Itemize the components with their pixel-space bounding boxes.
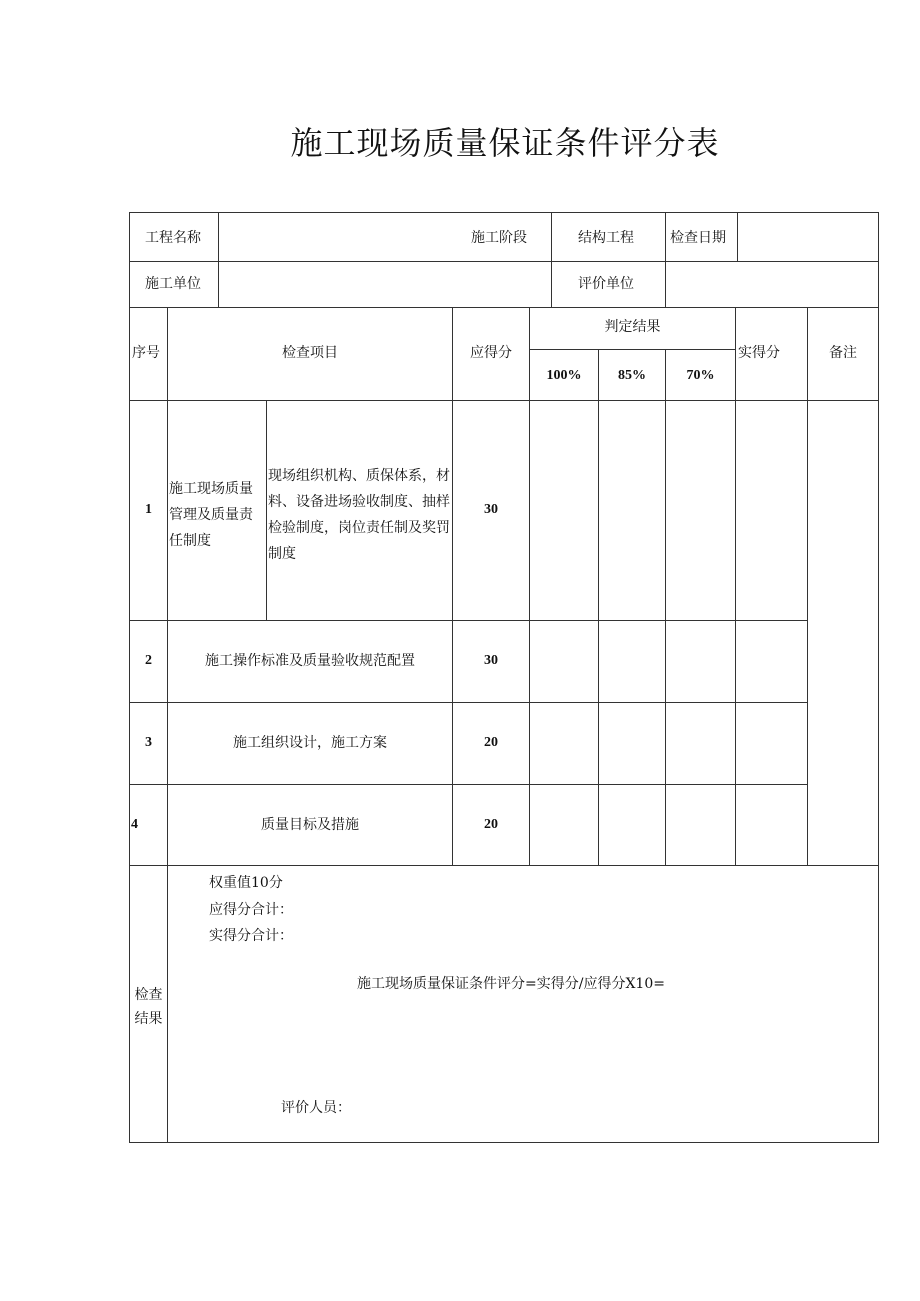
- result-label: 检查结果: [134, 987, 163, 1027]
- seq-header: 序号: [132, 345, 160, 361]
- row-2-score: 30: [484, 653, 498, 668]
- pct-70-header: 70%: [686, 368, 715, 383]
- date-label: 检查日期: [670, 230, 726, 246]
- grid-line: [551, 213, 552, 307]
- grid-line: [529, 349, 735, 350]
- row-3-item: 施工组织设计，施工方案: [233, 735, 387, 751]
- row-3-score: 20: [484, 735, 498, 750]
- row-4-seq: 4: [131, 817, 138, 832]
- row-1-detail: 现场组织机构、质保体系，材料、设备进场验收制度、抽样检验制度，岗位责任制及奖罚制度: [268, 468, 450, 562]
- row-4-score: 20: [484, 817, 498, 832]
- grid-line: [452, 307, 453, 865]
- grid-line: [218, 213, 219, 307]
- evaluation-table: [129, 212, 879, 1143]
- grid-line: [130, 261, 878, 262]
- grid-line: [130, 865, 878, 866]
- grid-line: [130, 784, 807, 785]
- actual-total-text: 实得分合计：: [209, 928, 293, 944]
- row-2-item: 施工操作标准及质量验收规范配置: [205, 653, 415, 669]
- due-score-header: 应得分: [470, 345, 512, 361]
- row-3-seq: 3: [145, 735, 152, 750]
- grid-line: [735, 307, 736, 865]
- remarks-header: 备注: [829, 345, 857, 361]
- grid-line: [130, 702, 807, 703]
- grid-line: [807, 307, 808, 865]
- row-1-score: 30: [484, 502, 498, 517]
- page-title: 施工现场质量保证条件评分表: [290, 124, 720, 162]
- judgment-header: 判定结果: [604, 319, 661, 335]
- formula-text: 施工现场质量保证条件评分=实得分/应得分X10=: [357, 976, 665, 992]
- grid-line: [130, 400, 878, 401]
- grid-line: [665, 349, 666, 865]
- project-name-label: 工程名称: [145, 230, 201, 246]
- grid-line: [529, 307, 530, 865]
- evaluation-unit-label: 评价单位: [578, 276, 634, 292]
- grid-line: [130, 307, 878, 308]
- row-1-item: 施工现场质量管理及质量责任制度: [169, 481, 253, 549]
- actual-score-header: 实得分: [738, 345, 780, 361]
- due-total-text: 应得分合计：: [209, 902, 293, 918]
- stage-value: 结构工程: [578, 230, 634, 246]
- construction-unit-label: 施工单位: [145, 276, 201, 292]
- grid-line: [665, 213, 666, 307]
- evaluator-text: 评价人员：: [281, 1100, 351, 1116]
- grid-line: [167, 307, 168, 1143]
- grid-line: [266, 400, 267, 620]
- item-header: 检查项目: [282, 345, 338, 361]
- grid-line: [737, 213, 738, 261]
- row-2-seq: 2: [145, 653, 152, 668]
- pct-85-header: 85%: [618, 368, 646, 383]
- row-1-seq: 1: [145, 502, 152, 517]
- weight-text: 权重值10分: [209, 875, 283, 891]
- grid-line: [130, 620, 807, 621]
- grid-line: [598, 349, 599, 865]
- row-4-item: 质量目标及措施: [261, 817, 359, 833]
- pct-100-header: 100%: [546, 368, 582, 383]
- stage-label: 施工阶段: [471, 230, 527, 246]
